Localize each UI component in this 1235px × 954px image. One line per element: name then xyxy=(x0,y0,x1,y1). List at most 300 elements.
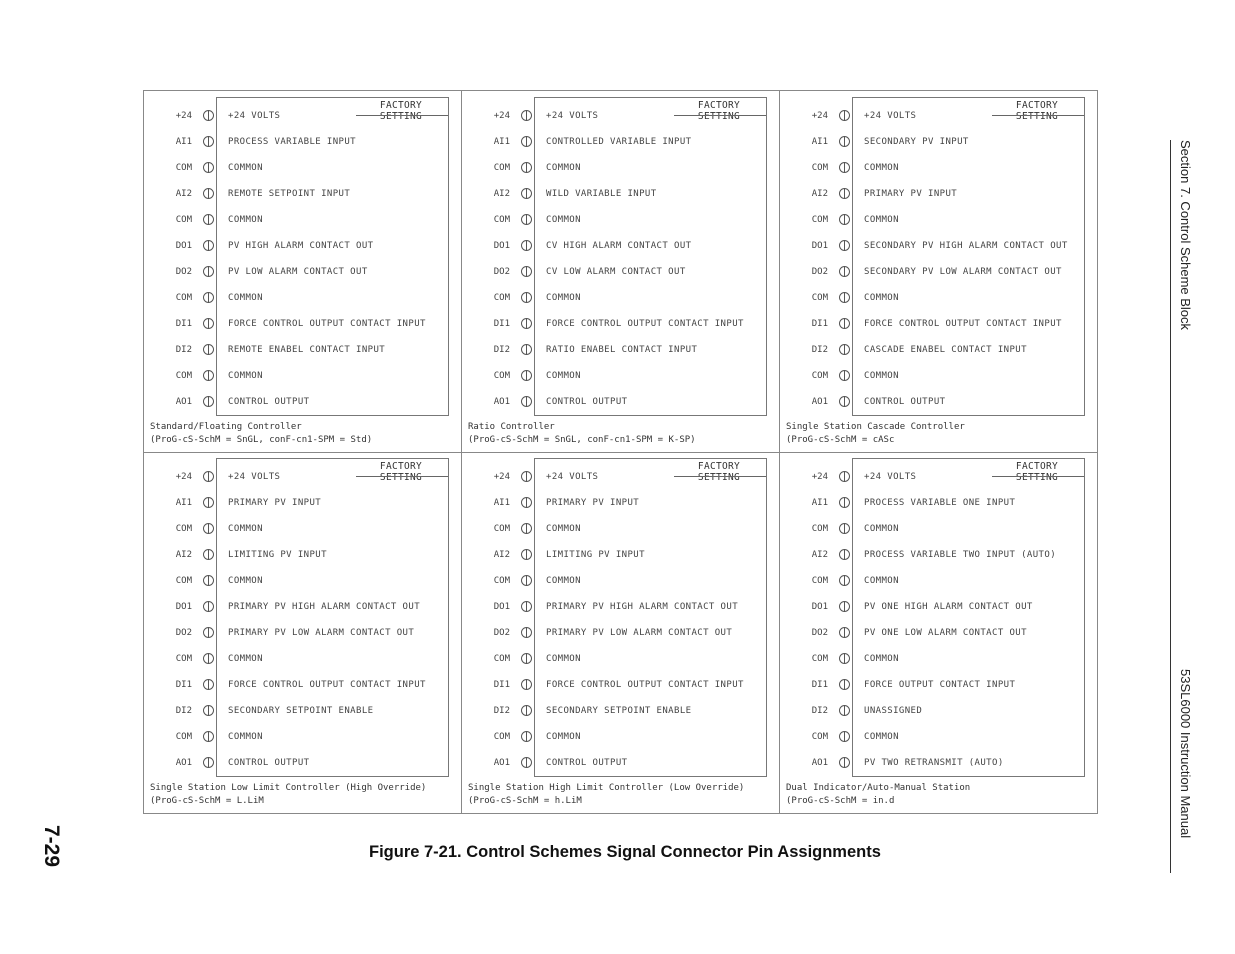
pin-label: DI1 xyxy=(811,680,828,690)
terminal-screw-icon xyxy=(839,292,850,303)
pin-function: LIMITING PV INPUT xyxy=(546,550,645,560)
pin-function: WILD VARIABLE INPUT xyxy=(546,189,657,199)
pin-row xyxy=(462,187,778,201)
terminal-screw-icon xyxy=(521,188,532,199)
pin-label: AI2 xyxy=(493,550,510,560)
terminal-screw-icon xyxy=(203,214,214,225)
scheme-name: Dual Indicator/Auto-Manual Station xyxy=(786,783,971,793)
pin-row xyxy=(462,291,778,305)
pin-row xyxy=(462,213,778,227)
pin-function: COMMON xyxy=(228,371,263,381)
pin-function: +24 VOLTS xyxy=(864,111,917,121)
pin-function: COMMON xyxy=(228,524,263,534)
pin-label: COM xyxy=(175,293,192,303)
terminal-screw-icon xyxy=(839,471,850,482)
pin-function: CONTROL OUTPUT xyxy=(228,758,310,768)
pin-label: DO1 xyxy=(811,602,828,612)
pin-function: PV HIGH ALARM CONTACT OUT xyxy=(228,241,374,251)
pin-row xyxy=(462,756,778,770)
pin-label: DO1 xyxy=(493,602,510,612)
pin-function: CONTROL OUTPUT xyxy=(228,397,310,407)
pin-function: PRIMARY PV INPUT xyxy=(864,189,958,199)
manual-title: 53SL6000 Instruction Manual xyxy=(1178,669,1193,839)
factory-setting-label: FACTORY SETTING xyxy=(379,461,423,483)
terminal-screw-icon xyxy=(521,266,532,277)
terminal-screw-icon xyxy=(521,523,532,534)
terminal-screw-icon xyxy=(839,266,850,277)
terminal-screw-icon xyxy=(203,318,214,329)
pin-function: CV HIGH ALARM CONTACT OUT xyxy=(546,241,692,251)
pin-row xyxy=(462,265,778,279)
connector-panel xyxy=(144,452,462,814)
pin-row xyxy=(144,161,460,175)
pin-row xyxy=(462,109,778,123)
terminal-screw-icon xyxy=(839,497,850,508)
terminal-screw-icon xyxy=(521,575,532,586)
terminal-screw-icon xyxy=(839,188,850,199)
terminal-screw-icon xyxy=(203,136,214,147)
pin-row xyxy=(780,470,1096,484)
terminal-screw-icon xyxy=(839,318,850,329)
connector-panel xyxy=(780,91,1098,453)
pin-label: COM xyxy=(493,524,510,534)
terminal-screw-icon xyxy=(521,471,532,482)
pin-function: COMMON xyxy=(228,293,263,303)
pin-label: COM xyxy=(175,371,192,381)
terminal-screw-icon xyxy=(203,601,214,612)
pin-function: COMMON xyxy=(546,371,581,381)
pin-label: COM xyxy=(175,654,192,664)
pin-row xyxy=(462,626,778,640)
terminal-screw-icon xyxy=(839,396,850,407)
pin-function: SECONDARY SETPOINT ENABLE xyxy=(228,706,374,716)
pin-function: FORCE CONTROL OUTPUT CONTACT INPUT xyxy=(228,319,426,329)
terminal-screw-icon xyxy=(203,757,214,768)
terminal-screw-icon xyxy=(521,240,532,251)
terminal-screw-icon xyxy=(203,188,214,199)
terminal-screw-icon xyxy=(203,575,214,586)
pin-label: +24 xyxy=(811,472,828,482)
pin-row xyxy=(144,548,460,562)
pin-function: FORCE CONTROL OUTPUT CONTACT INPUT xyxy=(546,319,744,329)
pin-label: AI1 xyxy=(811,137,828,147)
pin-function: COMMON xyxy=(228,163,263,173)
scheme-parameter: (ProG-cS-SchM = cASc xyxy=(786,435,895,445)
pin-function: PROCESS VARIABLE INPUT xyxy=(228,137,357,147)
pin-assignment-figure xyxy=(143,90,1098,814)
pin-label: DI2 xyxy=(493,706,510,716)
pin-function: SECONDARY PV INPUT xyxy=(864,137,969,147)
pin-label: COM xyxy=(175,215,192,225)
pin-function: PV ONE LOW ALARM CONTACT OUT xyxy=(864,628,1027,638)
pin-row xyxy=(144,291,460,305)
pin-row xyxy=(462,600,778,614)
pin-function: PV TWO RETRANSMIT (AUTO) xyxy=(864,758,1004,768)
pin-function: PRIMARY PV LOW ALARM CONTACT OUT xyxy=(546,628,733,638)
connector-panel xyxy=(462,452,780,814)
pin-label: DO2 xyxy=(493,628,510,638)
pin-row xyxy=(780,317,1096,331)
terminal-screw-icon xyxy=(521,370,532,381)
pin-row xyxy=(780,574,1096,588)
pin-label: COM xyxy=(493,371,510,381)
pin-row xyxy=(144,317,460,331)
terminal-screw-icon xyxy=(839,110,850,121)
pin-row xyxy=(780,395,1096,409)
pin-label: COM xyxy=(811,215,828,225)
terminal-screw-icon xyxy=(203,679,214,690)
terminal-screw-icon xyxy=(521,497,532,508)
pin-row xyxy=(144,626,460,640)
terminal-screw-icon xyxy=(839,653,850,664)
scheme-parameter: (ProG-cS-SchM = in.d xyxy=(786,796,895,806)
page-number-text: 7-29 xyxy=(40,824,64,868)
pin-label: AI2 xyxy=(493,189,510,199)
terminal-screw-icon xyxy=(839,601,850,612)
pin-label: AO1 xyxy=(493,758,510,768)
pin-label: COM xyxy=(811,576,828,586)
terminal-screw-icon xyxy=(839,705,850,716)
pin-function: FORCE CONTROL OUTPUT CONTACT INPUT xyxy=(546,680,744,690)
pin-function: COMMON xyxy=(864,654,899,664)
pin-function: PRIMARY PV INPUT xyxy=(228,498,322,508)
pin-function: LIMITING PV INPUT xyxy=(228,550,327,560)
pin-label: +24 xyxy=(811,111,828,121)
terminal-screw-icon xyxy=(839,370,850,381)
pin-function: CASCADE ENABEL CONTACT INPUT xyxy=(864,345,1027,355)
terminal-screw-icon xyxy=(203,292,214,303)
pin-label: COM xyxy=(493,576,510,586)
pin-label: AI2 xyxy=(811,189,828,199)
terminal-screw-icon xyxy=(839,523,850,534)
pin-row xyxy=(780,548,1096,562)
pin-label: DI1 xyxy=(811,319,828,329)
pin-label: DI1 xyxy=(175,319,192,329)
section-title: Section 7. Control Scheme Block xyxy=(1178,140,1193,331)
pin-function: PROCESS VARIABLE TWO INPUT (AUTO) xyxy=(864,550,1057,560)
pin-function: SECONDARY PV HIGH ALARM CONTACT OUT xyxy=(864,241,1068,251)
pin-row xyxy=(780,756,1096,770)
factory-setting-label: FACTORY SETTING xyxy=(379,100,423,122)
pin-function: FORCE CONTROL OUTPUT CONTACT INPUT xyxy=(228,680,426,690)
pin-label: COM xyxy=(811,163,828,173)
pin-row xyxy=(462,730,778,744)
pin-row xyxy=(144,265,460,279)
terminal-screw-icon xyxy=(521,292,532,303)
terminal-screw-icon xyxy=(203,344,214,355)
pin-function: COMMON xyxy=(546,163,581,173)
pin-function: COMMON xyxy=(546,576,581,586)
pin-function: COMMON xyxy=(864,524,899,534)
pin-function: COMMON xyxy=(228,732,263,742)
scheme-parameter: (ProG-cS-SchM = h.LiM xyxy=(468,796,582,806)
pin-label: COM xyxy=(811,293,828,303)
pin-row xyxy=(144,704,460,718)
pin-function: PRIMARY PV INPUT xyxy=(546,498,640,508)
pin-row xyxy=(780,239,1096,253)
pin-label: COM xyxy=(493,654,510,664)
pin-row xyxy=(780,678,1096,692)
pin-label: COM xyxy=(175,732,192,742)
pin-row xyxy=(462,161,778,175)
factory-setting-label: FACTORY SETTING xyxy=(697,100,741,122)
pin-label: DI2 xyxy=(811,706,828,716)
pin-label: COM xyxy=(175,524,192,534)
pin-row xyxy=(780,187,1096,201)
pin-row xyxy=(780,522,1096,536)
pin-label: AI1 xyxy=(175,498,192,508)
terminal-screw-icon xyxy=(203,523,214,534)
pin-label: DI1 xyxy=(493,680,510,690)
pin-row xyxy=(462,369,778,383)
pin-label: DI1 xyxy=(175,680,192,690)
pin-function: FORCE CONTROL OUTPUT CONTACT INPUT xyxy=(864,319,1062,329)
pin-label: COM xyxy=(493,732,510,742)
terminal-screw-icon xyxy=(203,653,214,664)
pin-function: COMMON xyxy=(546,732,581,742)
terminal-screw-icon xyxy=(203,240,214,251)
terminal-screw-icon xyxy=(521,396,532,407)
terminal-screw-icon xyxy=(839,344,850,355)
pin-label: DO2 xyxy=(175,267,192,277)
scheme-parameter: (ProG-cS-SchM = L.LiM xyxy=(150,796,264,806)
terminal-screw-icon xyxy=(203,370,214,381)
pin-label: DO2 xyxy=(493,267,510,277)
terminal-screw-icon xyxy=(839,549,850,560)
pin-label: DO2 xyxy=(175,628,192,638)
figure-caption: Figure 7-21. Control Schemes Signal Connector Pin Assignments xyxy=(369,843,881,861)
terminal-screw-icon xyxy=(521,757,532,768)
pin-row xyxy=(462,343,778,357)
pin-function: COMMON xyxy=(228,215,263,225)
pin-function: UNASSIGNED xyxy=(864,706,923,716)
pin-function: COMMON xyxy=(546,654,581,664)
scheme-name: Standard/Floating Controller xyxy=(150,422,302,432)
pin-function: COMMON xyxy=(546,215,581,225)
pin-row xyxy=(462,522,778,536)
terminal-screw-icon xyxy=(839,731,850,742)
pin-row xyxy=(780,704,1096,718)
pin-label: AI1 xyxy=(493,498,510,508)
terminal-screw-icon xyxy=(839,136,850,147)
scheme-name: Single Station Low Limit Controller (High Override) xyxy=(150,783,427,793)
pin-function: COMMON xyxy=(546,293,581,303)
terminal-screw-icon xyxy=(203,549,214,560)
pin-function: CONTROL OUTPUT xyxy=(546,758,628,768)
terminal-screw-icon xyxy=(521,731,532,742)
pin-function: PRIMARY PV HIGH ALARM CONTACT OUT xyxy=(546,602,739,612)
pin-label: COM xyxy=(811,654,828,664)
pin-function: CV LOW ALARM CONTACT OUT xyxy=(546,267,686,277)
pin-row xyxy=(144,470,460,484)
pin-function: +24 VOLTS xyxy=(228,111,281,121)
terminal-screw-icon xyxy=(839,575,850,586)
scheme-name: Ratio Controller xyxy=(468,422,555,432)
pin-label: AI1 xyxy=(493,137,510,147)
pin-label: AI2 xyxy=(175,189,192,199)
terminal-screw-icon xyxy=(203,266,214,277)
terminal-screw-icon xyxy=(203,705,214,716)
connector-panel xyxy=(462,91,780,453)
pin-label: COM xyxy=(811,732,828,742)
factory-setting-label: FACTORY SETTING xyxy=(697,461,741,483)
pin-row xyxy=(462,470,778,484)
connector-panel xyxy=(144,91,462,453)
pin-function: CONTROLLED VARIABLE INPUT xyxy=(546,137,692,147)
pin-label: DO2 xyxy=(811,267,828,277)
pin-label: +24 xyxy=(493,111,510,121)
terminal-screw-icon xyxy=(839,162,850,173)
pin-function: COMMON xyxy=(228,654,263,664)
terminal-screw-icon xyxy=(839,757,850,768)
pin-row xyxy=(780,161,1096,175)
pin-label: DO1 xyxy=(811,241,828,251)
page-number xyxy=(36,822,66,872)
pin-label: COM xyxy=(175,163,192,173)
pin-label: +24 xyxy=(175,111,192,121)
terminal-screw-icon xyxy=(203,162,214,173)
pin-label: AI2 xyxy=(175,550,192,560)
pin-label: DI2 xyxy=(175,706,192,716)
pin-row xyxy=(144,522,460,536)
pin-row xyxy=(462,135,778,149)
factory-setting-label: FACTORY SETTING xyxy=(1015,100,1059,122)
pin-label: AO1 xyxy=(493,397,510,407)
terminal-screw-icon xyxy=(203,471,214,482)
pin-label: DO1 xyxy=(493,241,510,251)
pin-row xyxy=(144,135,460,149)
pin-row xyxy=(780,109,1096,123)
pin-function: COMMON xyxy=(864,293,899,303)
pin-function: PV LOW ALARM CONTACT OUT xyxy=(228,267,368,277)
pin-label: DI1 xyxy=(493,319,510,329)
pin-row xyxy=(144,574,460,588)
pin-label: DO2 xyxy=(811,628,828,638)
pin-row xyxy=(462,548,778,562)
pin-function: FORCE OUTPUT CONTACT INPUT xyxy=(864,680,1016,690)
pin-function: COMMON xyxy=(228,576,263,586)
pin-label: DI2 xyxy=(493,345,510,355)
terminal-screw-icon xyxy=(839,240,850,251)
pin-label: AO1 xyxy=(811,397,828,407)
scheme-name: Single Station Cascade Controller xyxy=(786,422,965,432)
scheme-name: Single Station High Limit Controller (Low Override) xyxy=(468,783,745,793)
terminal-screw-icon xyxy=(521,679,532,690)
pin-row xyxy=(144,213,460,227)
pin-row xyxy=(780,213,1096,227)
pin-label: COM xyxy=(493,293,510,303)
pin-row xyxy=(780,652,1096,666)
pin-function: +24 VOLTS xyxy=(864,472,917,482)
pin-function: SECONDARY PV LOW ALARM CONTACT OUT xyxy=(864,267,1062,277)
terminal-screw-icon xyxy=(521,136,532,147)
pin-row xyxy=(462,317,778,331)
connector-panel xyxy=(780,452,1098,814)
pin-row xyxy=(780,291,1096,305)
terminal-screw-icon xyxy=(521,653,532,664)
pin-label: AI2 xyxy=(811,550,828,560)
pin-function: COMMON xyxy=(864,371,899,381)
pin-row xyxy=(144,678,460,692)
pin-row xyxy=(780,626,1096,640)
pin-function: +24 VOLTS xyxy=(546,111,599,121)
pin-row xyxy=(780,600,1096,614)
pin-function: COMMON xyxy=(864,215,899,225)
pin-label: COM xyxy=(175,576,192,586)
pin-label: AI1 xyxy=(811,498,828,508)
pin-row xyxy=(144,187,460,201)
pin-row xyxy=(780,135,1096,149)
terminal-screw-icon xyxy=(521,214,532,225)
terminal-screw-icon xyxy=(203,731,214,742)
terminal-screw-icon xyxy=(203,497,214,508)
pin-row xyxy=(462,395,778,409)
pin-row xyxy=(144,756,460,770)
terminal-screw-icon xyxy=(521,705,532,716)
pin-function: CONTROL OUTPUT xyxy=(864,397,946,407)
pin-row xyxy=(780,265,1096,279)
terminal-screw-icon xyxy=(521,549,532,560)
pin-row xyxy=(780,343,1096,357)
pin-label: AI1 xyxy=(175,137,192,147)
pin-row xyxy=(462,496,778,510)
pin-row xyxy=(144,343,460,357)
pin-function: RATIO ENABEL CONTACT INPUT xyxy=(546,345,698,355)
pin-function: COMMON xyxy=(546,524,581,534)
terminal-screw-icon xyxy=(521,344,532,355)
pin-label: COM xyxy=(493,215,510,225)
pin-row xyxy=(144,395,460,409)
pin-row xyxy=(462,239,778,253)
terminal-screw-icon xyxy=(203,110,214,121)
pin-function: +24 VOLTS xyxy=(228,472,281,482)
pin-label: AO1 xyxy=(175,397,192,407)
pin-function: COMMON xyxy=(864,576,899,586)
pin-row xyxy=(780,496,1096,510)
pin-label: DI2 xyxy=(811,345,828,355)
pin-function: PRIMARY PV HIGH ALARM CONTACT OUT xyxy=(228,602,421,612)
pin-label: COM xyxy=(811,371,828,381)
pin-label: COM xyxy=(493,163,510,173)
pin-function: REMOTE ENABEL CONTACT INPUT xyxy=(228,345,386,355)
terminal-screw-icon xyxy=(839,679,850,690)
pin-function: COMMON xyxy=(864,732,899,742)
pin-function: PV ONE HIGH ALARM CONTACT OUT xyxy=(864,602,1033,612)
pin-label: DO1 xyxy=(175,241,192,251)
pin-row xyxy=(144,496,460,510)
pin-label: DI2 xyxy=(175,345,192,355)
terminal-screw-icon xyxy=(521,627,532,638)
pin-row xyxy=(144,730,460,744)
pin-row xyxy=(780,369,1096,383)
pin-row xyxy=(144,109,460,123)
terminal-screw-icon xyxy=(203,627,214,638)
terminal-screw-icon xyxy=(839,214,850,225)
terminal-screw-icon xyxy=(521,601,532,612)
pin-function: CONTROL OUTPUT xyxy=(546,397,628,407)
pin-function: SECONDARY SETPOINT ENABLE xyxy=(546,706,692,716)
scheme-parameter: (ProG-cS-SchM = SnGL, conF-cn1-SPM = Std) xyxy=(150,435,373,445)
terminal-screw-icon xyxy=(521,318,532,329)
terminal-screw-icon xyxy=(203,396,214,407)
pin-row xyxy=(144,369,460,383)
pin-label: COM xyxy=(811,524,828,534)
pin-row xyxy=(780,730,1096,744)
pin-function: +24 VOLTS xyxy=(546,472,599,482)
pin-label: DO1 xyxy=(175,602,192,612)
pin-row xyxy=(462,652,778,666)
pin-row xyxy=(462,574,778,588)
